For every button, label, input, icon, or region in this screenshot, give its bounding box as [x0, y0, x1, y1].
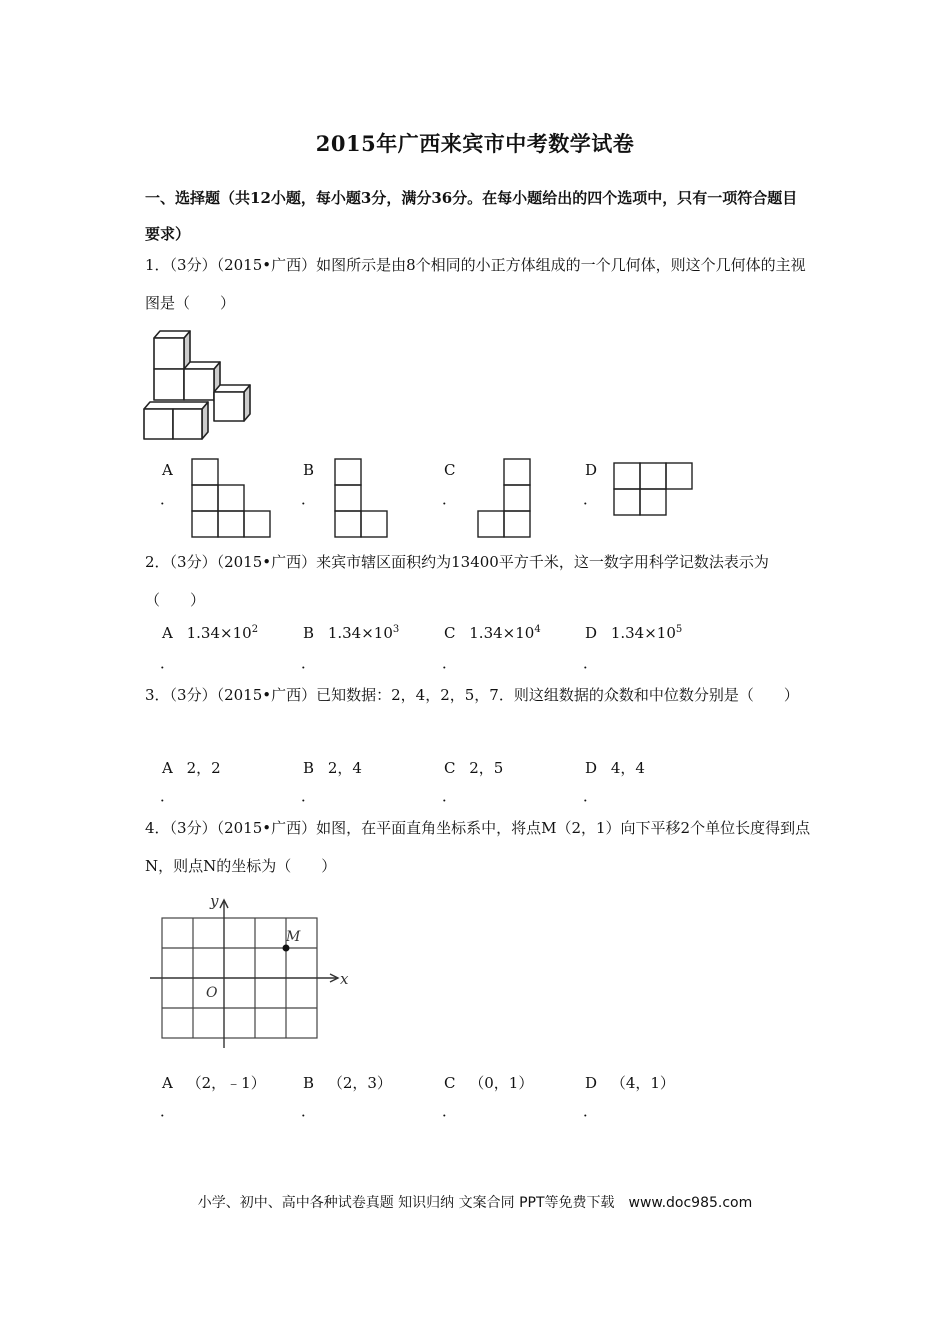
cube-solid-figure [140, 326, 260, 446]
option-letter: B [303, 759, 315, 777]
option-letter: D [585, 624, 598, 642]
option-value: $1.34\times 10^3$ [327, 624, 400, 642]
option-value: $1.34\times 10^4$ [469, 624, 541, 642]
q1-option-a-figure [190, 457, 274, 541]
q1-option-c-figure [476, 457, 536, 541]
option-letter: A [162, 759, 173, 777]
option-letter: D [585, 1074, 598, 1092]
coordinate-grid-figure [140, 888, 360, 1053]
question-text: （3分）（2015•广西）来宾市辖区面积约为13400平方千米，这一数字用科学记数法表示为（ ） [145, 553, 769, 609]
option-dot: ． [442, 1102, 458, 1120]
q1-option-c[interactable] [444, 460, 455, 479]
q1-option-b-figure [333, 457, 393, 541]
section-heading: 一、选择题（共12小题，每小题3分，满分36分。在每小题给出的四个选项中，只有一项符合题目要求） [145, 189, 798, 243]
q3-option-b[interactable] [303, 757, 362, 778]
option-letter: D [585, 759, 598, 777]
question-number: 4． [145, 819, 170, 837]
option-letter: C [444, 759, 456, 777]
y-axis-label: y [210, 892, 219, 910]
option-letter: C [444, 624, 456, 642]
option-value: $1.34\times 10^5$ [610, 624, 683, 642]
option-letter: A [162, 624, 173, 642]
option-dot: ． [160, 654, 176, 672]
option-value: 2，2 [186, 759, 221, 777]
q4-option-d[interactable] [585, 1072, 675, 1093]
q2-option-c[interactable] [444, 624, 541, 642]
option-dot: ． [442, 654, 458, 672]
q2-option-b[interactable] [303, 624, 399, 642]
option-dot: ． [442, 787, 458, 805]
q1-option-d[interactable] [585, 460, 597, 479]
question-number: 1． [145, 256, 170, 274]
question-4 [145, 809, 815, 885]
page-title: 2015年广西来宾市中考数学试卷 [315, 131, 635, 156]
option-value: （4，1） [610, 1074, 675, 1092]
q1-option-b[interactable] [303, 460, 314, 479]
q1-option-a[interactable] [162, 460, 173, 479]
q3-option-a[interactable] [162, 757, 221, 778]
option-letter: D [585, 461, 598, 479]
option-letter: B [303, 1074, 315, 1092]
option-dot: ． [301, 787, 317, 805]
option-dot: ． [301, 1102, 317, 1120]
question-number: 3． [145, 686, 170, 704]
point-m-label: M [286, 929, 301, 945]
option-letter: B [303, 461, 315, 479]
q4-option-a[interactable] [162, 1072, 266, 1093]
question-text: （3分）（2015•广西）如图，在平面直角坐标系中，将点M（2，1）向下平移2个单位长度得到点N，则点N的坐标为（ ） [145, 819, 811, 875]
option-dot: ． [160, 490, 176, 508]
option-value: （0，1） [469, 1074, 534, 1092]
q1-option-d-figure [612, 461, 698, 519]
option-dot: ． [583, 787, 599, 805]
option-dot: ． [583, 654, 599, 672]
option-dot: ． [442, 490, 458, 508]
option-dot: ． [160, 787, 176, 805]
q4-option-b[interactable] [303, 1072, 392, 1093]
q4-option-c[interactable] [444, 1072, 533, 1093]
option-dot: ． [301, 490, 317, 508]
option-value: 4，4 [610, 759, 645, 777]
q3-option-d[interactable] [585, 757, 645, 778]
q2-option-a[interactable] [162, 624, 258, 642]
page-footer: 小学、初中、高中各种试卷真题 知识归纳 文案合同 PPT等免费下载 www.doc985.com [197, 1195, 753, 1211]
q2-option-d[interactable] [585, 624, 682, 642]
x-axis-label: x [340, 970, 349, 988]
option-letter: C [444, 461, 456, 479]
option-letter: C [444, 1074, 456, 1092]
option-letter: A [162, 461, 173, 479]
point-m [283, 945, 290, 952]
option-value: $1.34\times 10^2$ [186, 624, 259, 642]
option-letter: B [303, 624, 315, 642]
option-letter: A [162, 1074, 173, 1092]
option-value: 2，4 [327, 759, 362, 777]
option-dot: ． [301, 654, 317, 672]
question-text: （3分）（2015•广西）已知数据：2，4，2，5，7．则这组数据的众数和中位数分别是（ ） [169, 686, 799, 704]
option-dot: ． [583, 490, 599, 508]
option-dot: ． [583, 1102, 599, 1120]
question-number: 2． [145, 553, 170, 571]
option-dot: ． [160, 1102, 176, 1120]
option-value: （2，3） [327, 1074, 392, 1092]
option-value: 2，5 [469, 759, 504, 777]
option-value: （2，﹣1） [186, 1074, 266, 1092]
q3-option-c[interactable] [444, 757, 503, 778]
origin-label: O [206, 985, 218, 1001]
question-1 [145, 246, 815, 322]
question-2 [145, 543, 815, 619]
question-text: （3分）（2015•广西）如图所示是由8个相同的小正方体组成的一个几何体，则这个几何体的主视图是（ ） [145, 256, 806, 312]
question-3 [145, 676, 815, 714]
